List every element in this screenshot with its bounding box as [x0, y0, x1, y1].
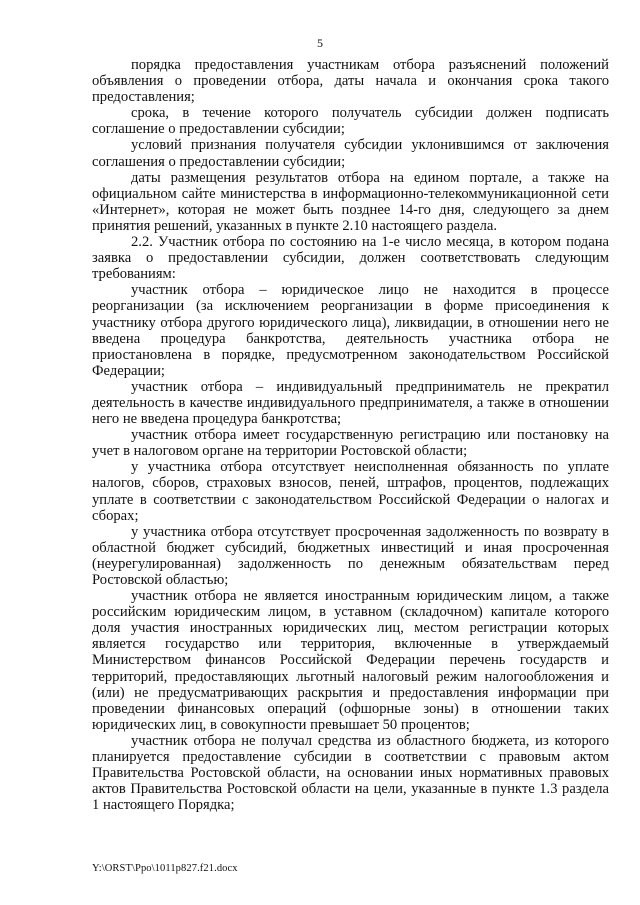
document-body	[92, 57, 609, 813]
paragraph-budget-debt-requirement: у участника отбора отсутствует просроченная задолженность по возврату в областной бюджет субсидий, бюджетных инвестиций и иная просроченная (неурегулированная) задолженность по денежным обязательствам перед Ростовской областью;	[92, 523, 609, 588]
paragraph-clarification-procedure: порядка предоставления участникам отбора разъяснений положений объявления о проведении отбора, даты начала и окончания срока такого предоставления;	[92, 57, 609, 106]
paragraph-results-publication: даты размещения результатов отбора на едином портале, а также на официальном сайте министерства в информационно-телекоммуникационной сети «Интернет», которая не может быть позднее 14-го дня, следующего за днем принятия решений, указанных в пункте 2.10 настоящего раздела.	[92, 169, 609, 234]
paragraph-section-2-2: 2.2. Участник отбора по состоянию на 1-е число месяца, в котором подана заявка о предоставлении субсидии, должен соответствовать следующим требованиям:	[92, 234, 609, 283]
page-number: 5	[317, 36, 323, 50]
paragraph-foreign-entity-requirement: участник отбора не является иностранным юридическим лицом, а также российским юридическим лицом, в уставном (складочном) капитале которого доля участия иностранных юридических лиц, местом регистрации которых является государство или территория, включенные в утверждаемый Министерством финансов Российской Федерации перечень государств и территорий, предоставляющих льготный налоговый режим налогообложения и (или) не предусматривающих раскрытия и предоставления информации при проведении финансовых операций (офшорные зоны) в отношении таких юридических лиц, в совокупности превышает 50 процентов;	[92, 588, 609, 733]
paragraph-agreement-deadline: срока, в течение которого получатель субсидии должен подписать соглашение о предоставлении субсидии;	[92, 105, 609, 138]
paragraph-entrepreneur-requirement: участник отбора – индивидуальный предприниматель не прекратил деятельность в качестве индивидуального предпринимателя, а также в отношении него не введена процедура банкротства;	[92, 378, 609, 428]
paragraph-tax-debt-requirement: у участника отбора отсутствует неисполненная обязанность по уплате налогов, сборов, страховых взносов, пеней, штрафов, процентов, подлежащих уплате в соответствии с законодательством Российской Федерации о налогах и сборах;	[92, 459, 609, 524]
paragraph-evasion-conditions: условий признания получателя субсидии уклонившимся от заключения соглашения о предоставлении субсидии;	[92, 137, 609, 170]
paragraph-registration-requirement: участник отбора имеет государственную регистрацию или постановку на учет в налоговом органе на территории Ростовской области;	[92, 427, 609, 460]
paragraph-legal-entity-requirement: участник отбора – юридическое лицо не находится в процессе реорганизации (за исключением реорганизации в форме присоединения к участнику отбора другого юридического лица), ликвидации, в отношении него не введена процедура банкротства, деятельность участника отбора не приостановлена в порядке, предусмотренном законодательством Российской Федерации;	[92, 282, 609, 379]
paragraph-no-prior-funding-requirement: участник отбора не получал средства из областного бюджета, из которого планируется предоставление субсидии в соответствии с правовым актом Правительства Ростовской области, на основании иных нормативных правовых актов Правительства Ростовской области на цели, указанные в пункте 1.3 раздела 1 настоящего Порядка;	[92, 732, 609, 814]
file-path-footer: Y:\ORST\Ppo\1011p827.f21.docx	[92, 863, 238, 874]
